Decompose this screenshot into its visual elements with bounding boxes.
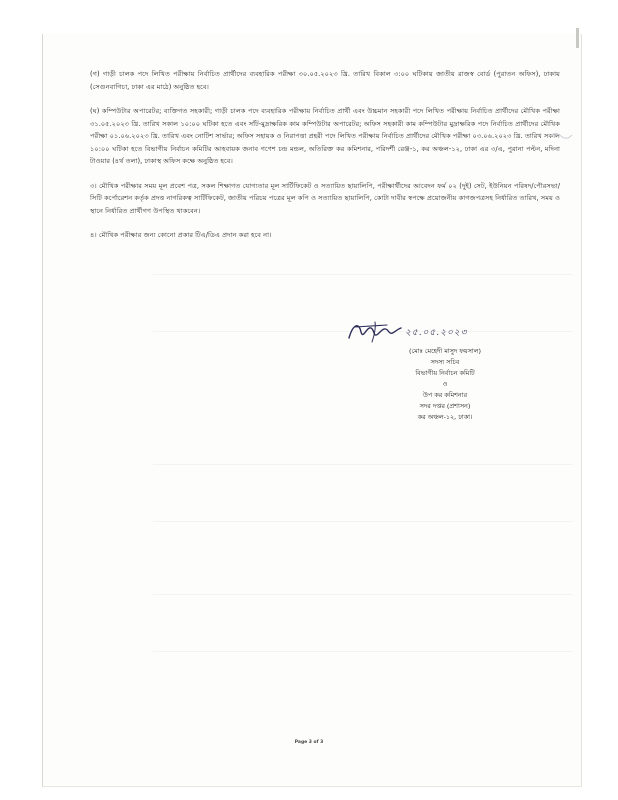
signatory-committee: বিভাগীয় নির্বাচন কমিটি [415, 369, 475, 377]
handwritten-signature [345, 318, 405, 346]
signatory-designation: উপ কর কমিশনার [422, 391, 468, 399]
signatory-conjunction: ও [442, 380, 448, 388]
signatory-zone: কর অঞ্চল-১২, ঢাকা। [417, 413, 473, 421]
signatory-name: (মোঃ মেহেদী মাসুদ ফয়সাল) [409, 347, 481, 355]
paragraph-3: ৩। মৌখিক পরীক্ষার সময় মূল প্রবেশ পত্র, সকল শিক্ষাগত যোগ্যতার মূল সার্টিফিকেট ও সত্যায়িত ছায়ালিপি, পরীক্ষার্থীদের আবেদন ফর্ম ০২ (দুই) সেট, ইউনিয়ন পরিষদ/পৌরসভা/সিটি কর্পোরেশন কর্তৃক প্রদত্ত নাগরিকত্ব সার্টিফিকেট, জাতীয় পরিচয় পত্রের মূল কপি ও সত্যায়িত ছায়ালিপি, কোটা দাবীর স্বপক্ষে প্রয়োজনীয় কাগজপত্রসহ নির্ধারিত তারিখ, সময় ও স্থানে নির্ধারিত প্রার্থীগণ উপস্থিত থাকবেন। [90, 181, 560, 215]
signature-row [345, 318, 545, 346]
page-edge-shadow [576, 28, 579, 48]
signature-date: ২৫.০৫.২০২৩ [405, 328, 468, 338]
signature-block [345, 318, 545, 423]
bleed-through-shadow [153, 464, 573, 522]
signatory-title: সদস্য সচিব [430, 358, 460, 366]
paragraph-4: ৪। মৌখিক পরীক্ষার জন্য কোনো প্রকার টিএ/ডিএ প্রদান করা হবে না। [90, 231, 272, 239]
paragraph-gha: (ঘ) কম্পিউটার অপারেটর; ব্যক্তিগত সহকারী; গাড়ী চালক পদে ব্যবহারিক পরীক্ষায় নির্বাচিত প্রার্থী এবং উচ্চমান সহকারী পদে লিখিত পরীক্ষায় নির্বাচিত প্রার্থীদের মৌখিক পরীক্ষা ৩১.০৫.২০২৩ খ্রি. তারিখ সকাল ১০:০০ ঘটিকা হতে এবং সাঁট-মুদ্রাক্ষরিক কাম কম্পিউটার অপারেটর; অফিস সহকারী কাম কম্পিউটার মুদ্রাক্ষরিক পদে নির্বাচিত প্রার্থীদের মৌখিক পরীক্ষা ০১.০৬.২০২৩ খ্রি. তারিখ এবং নোটিশ সার্ভার; অফিস সহায়ক ও নিরাপত্তা প্রহরী পদে লিখিত পরীক্ষায় নির্বাচিত প্রার্থীদের মৌখিক পরীক্ষা ০৩.০৬.২০২৩ খ্রি. তারিখ সকাল ১০:০০ ঘটিকা হতে বিভাগীয় নির্বাচন কমিটির আহবায়ক জনাব গণেশ চন্দ্র মন্ডল, অতিরিক্ত কর কমিশনার, পরিদর্শী রেঞ্জ-১, কর অঞ্চল-১২, ঢাকা এর ৩/এ, পুরানা পল্টন, মদিনা টাওয়ার (৪র্থ তলা), ঢাকাস্থ অফিস কক্ষে অনুষ্ঠিত হবে। [90, 107, 560, 165]
faint-stamp-mark [548, 130, 574, 140]
paragraph-ga: (গ) গাড়ী চালক পদে লিখিত পরীক্ষায় নির্বাচিত প্রার্থীদের ব্যবহারিক পরীক্ষা ৩০.০৫.২০২৩ খ্রি. তারিখ বিকাল ৩:০০ ঘটিকায় জাতীয় রাজস্ব বোর্ড (পুরাতন অফিস), ঢাকায় (সেগুনবাগিচা, ঢাকা এর মাঠে) অনুষ্ঠিত হবে। [90, 70, 560, 91]
signatory-office: সদর দপ্তর (প্রশাসন) [419, 402, 471, 410]
document-body [90, 68, 560, 254]
page-number-footer: Page 3 of 3 [294, 740, 324, 745]
bleed-through-shadow [153, 594, 573, 652]
